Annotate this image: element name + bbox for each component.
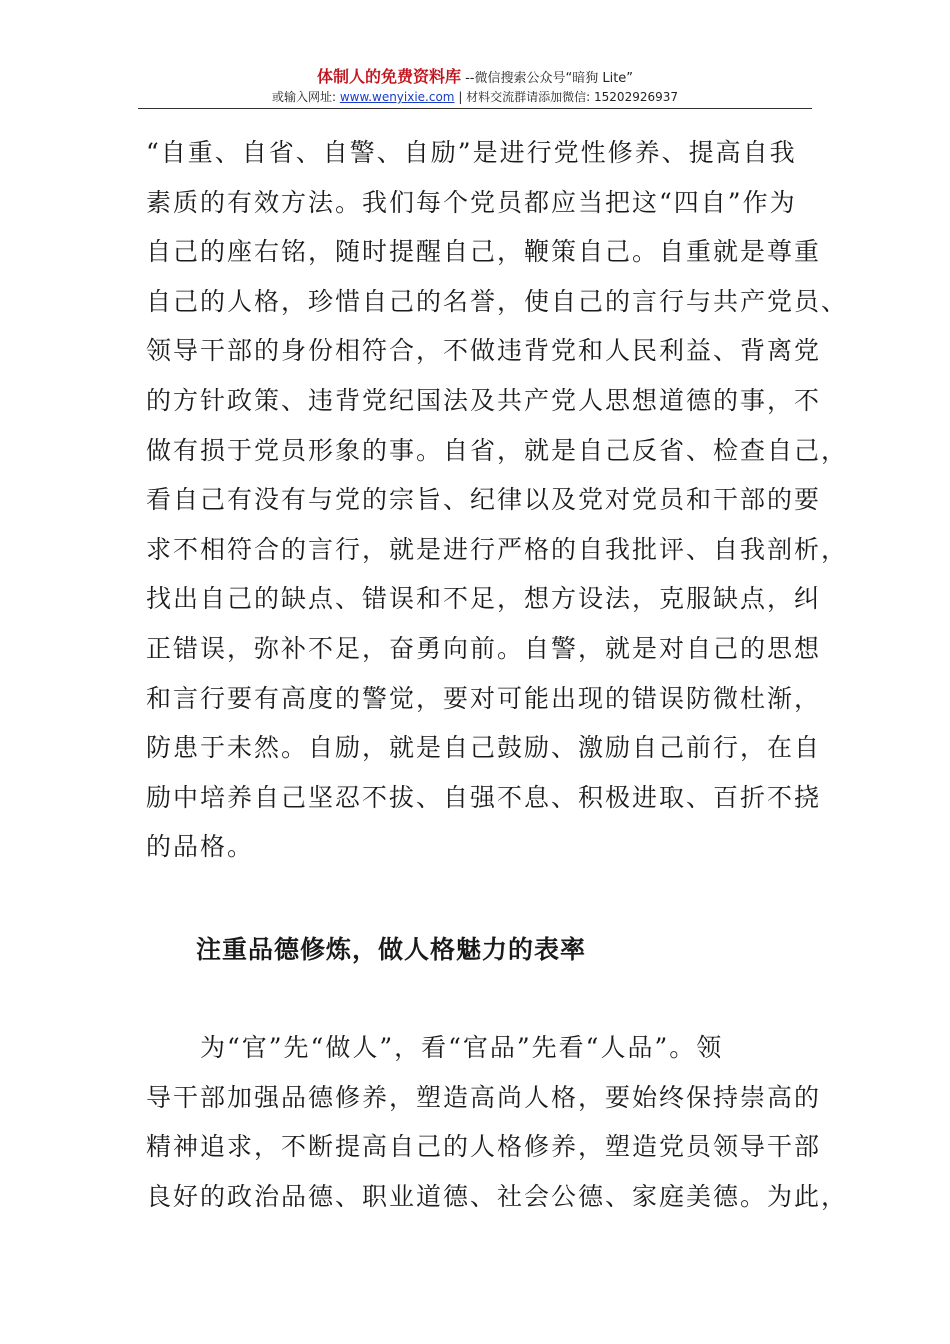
header-url-link[interactable]: www.wenyixie.com [339, 90, 455, 104]
text-line: 求不相符合的言行，就是进行严格的自我批评、自我剖析， [146, 534, 849, 564]
text-line: 防患于未然。自励，就是自己鼓励、激励自己前行，在自 [146, 733, 822, 763]
header-brand: 体制人的免费资料库 [316, 67, 461, 86]
section-heading: 注重品德修炼，做人格魅力的表率 [196, 935, 587, 964]
header-tagline: --微信搜索公众号“暗狗 Lite” [460, 71, 634, 86]
paragraph-self-cultivation [146, 128, 849, 872]
text-line: 自己的人格，珍惜自己的名誉，使自己的言行与共产党员、 [146, 286, 849, 316]
text-line: 素质的有效方法。我们每个党员都应当把这“四自”作为 [146, 187, 797, 217]
text-line: 和言行要有高度的警觉，要对可能出现的错误防微杜渐， [146, 683, 822, 713]
text-line: 正错误，弥补不足，奋勇向前。自警，就是对自己的思想 [146, 633, 822, 663]
text-line: 自己的座右铭，随时提醒自己，鞭策自己。自重就是尊重 [146, 237, 822, 267]
text-line: 为“官”先“做人”，看“官品”先看“人品”。领 [146, 1033, 724, 1062]
text-line: 的方针政策、违背党纪国法及共产党人思想道德的事，不 [146, 385, 822, 415]
header-url-prefix: 或输入网址: [271, 90, 340, 104]
text-line: 领导干部的身份相符合，不做违背党和人民利益、背离党 [146, 336, 822, 366]
text-line: 精神追求，不断提高自己的人格修养，塑造党员领导干部 [146, 1132, 822, 1162]
header-title-line [0, 68, 950, 88]
header-divider [138, 108, 812, 109]
text-line: “自重、自省、自警、自励”是进行党性修养、提高自我 [146, 138, 797, 167]
page-header [0, 68, 950, 106]
text-line: 良好的政治品德、职业道德、社会公德、家庭美德。为此， [146, 1181, 849, 1211]
header-contact-line [0, 88, 950, 106]
text-line: 找出自己的缺点、错误和不足，想方设法，克服缺点，纠 [146, 584, 822, 614]
header-contact: | 材料交流群请添加微信: 15202926937 [454, 90, 679, 104]
text-line: 做有损于党员形象的事。自省，就是自己反省、检查自己， [146, 435, 849, 465]
text-line: 的品格。 [146, 832, 255, 862]
paragraph-moral-character [146, 1023, 849, 1221]
text-line: 看自己有没有与党的宗旨、纪律以及党对党员和干部的要 [146, 485, 822, 515]
text-line: 导干部加强品德修养，塑造高尚人格，要始终保持崇高的 [146, 1082, 822, 1112]
text-line: 励中培养自己坚忍不拔、自强不息、积极进取、百折不挠 [146, 782, 822, 812]
